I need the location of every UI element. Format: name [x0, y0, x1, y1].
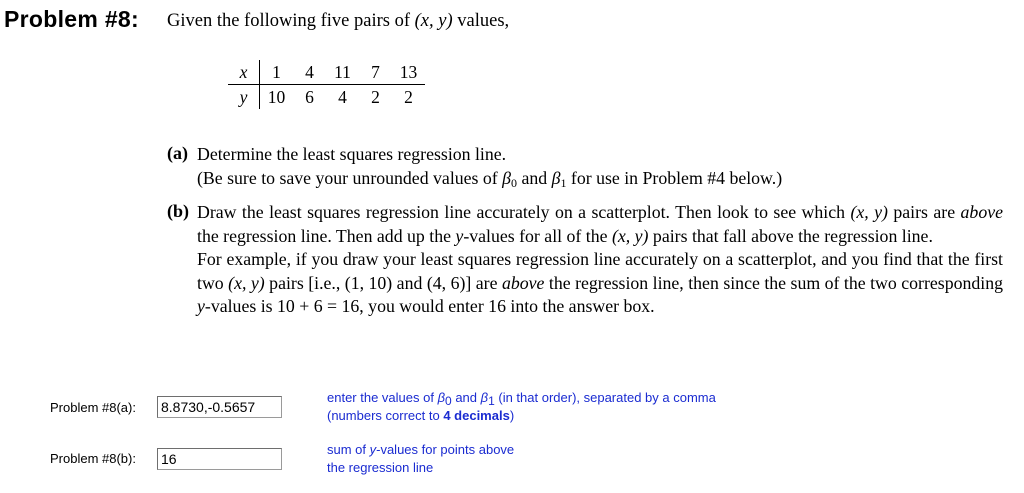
y-value: 10	[267, 86, 286, 107]
data-table	[228, 60, 425, 109]
y-value: 4	[338, 86, 347, 107]
x-label: x	[228, 60, 260, 85]
x-value: 4	[293, 60, 326, 85]
y-label: y	[228, 85, 260, 110]
part-b-label: (b)	[167, 201, 189, 221]
x-value: 1	[260, 60, 294, 85]
answer-b-hint	[327, 441, 514, 477]
answer-b-hint-line1: sum of y-values for points above	[327, 442, 515, 457]
answer-b-label: Problem #8(b):	[50, 451, 136, 466]
answer-a-label: Problem #8(a):	[50, 400, 136, 415]
y-row	[228, 85, 425, 110]
y-value: 2	[371, 86, 380, 107]
problem-intro: Given the following five pairs of (x, y) values,	[167, 11, 510, 31]
part-a-label: (a)	[167, 143, 188, 163]
part-b-instructions	[197, 201, 1003, 319]
answer-a-hint	[327, 389, 716, 425]
part-b-example: For example, if you draw your least squares regression line accurately on a scatterplot, and you find that the first two (x, y) pairs [i.e., (1, 10) and (4, 6)] are above the regression line, then since the sum of the two corresponding y-values is 10 + 6 = 16, you would enter 16 into the answer box.	[197, 249, 1003, 316]
answer-b-input[interactable]	[157, 448, 282, 470]
part-a-instruction: Determine the least squares regression line.	[197, 144, 507, 164]
x-value: 7	[359, 60, 392, 85]
part-b-paragraph: Draw the least squares regression line accurately on a scatterplot. Then look to see which (x, y) pairs are above the regression line. Then add up the y-values for all of the (x, y) pairs that fall above the regression line.	[197, 202, 1003, 246]
problem-heading: Problem #8:	[4, 6, 139, 32]
x-row	[228, 60, 425, 85]
answer-a-hint-line2: (numbers correct to 4 decimals)	[327, 408, 515, 423]
part-a-note: (Be sure to save your unrounded values of $\beta_0$ and $\beta_1$ for use in Problem #4 below.)	[197, 168, 783, 190]
answer-a-hint-line1: enter the values of $\beta_0$ and $\beta_1$ (in that order), separated by a comma	[327, 390, 716, 408]
x-value: 11	[326, 60, 359, 85]
answer-b-hint-line2: the regression line	[327, 460, 434, 475]
answer-a-input[interactable]	[157, 396, 282, 418]
y-value: 2	[404, 86, 413, 107]
x-value: 13	[392, 60, 425, 85]
y-value: 6	[305, 86, 314, 107]
